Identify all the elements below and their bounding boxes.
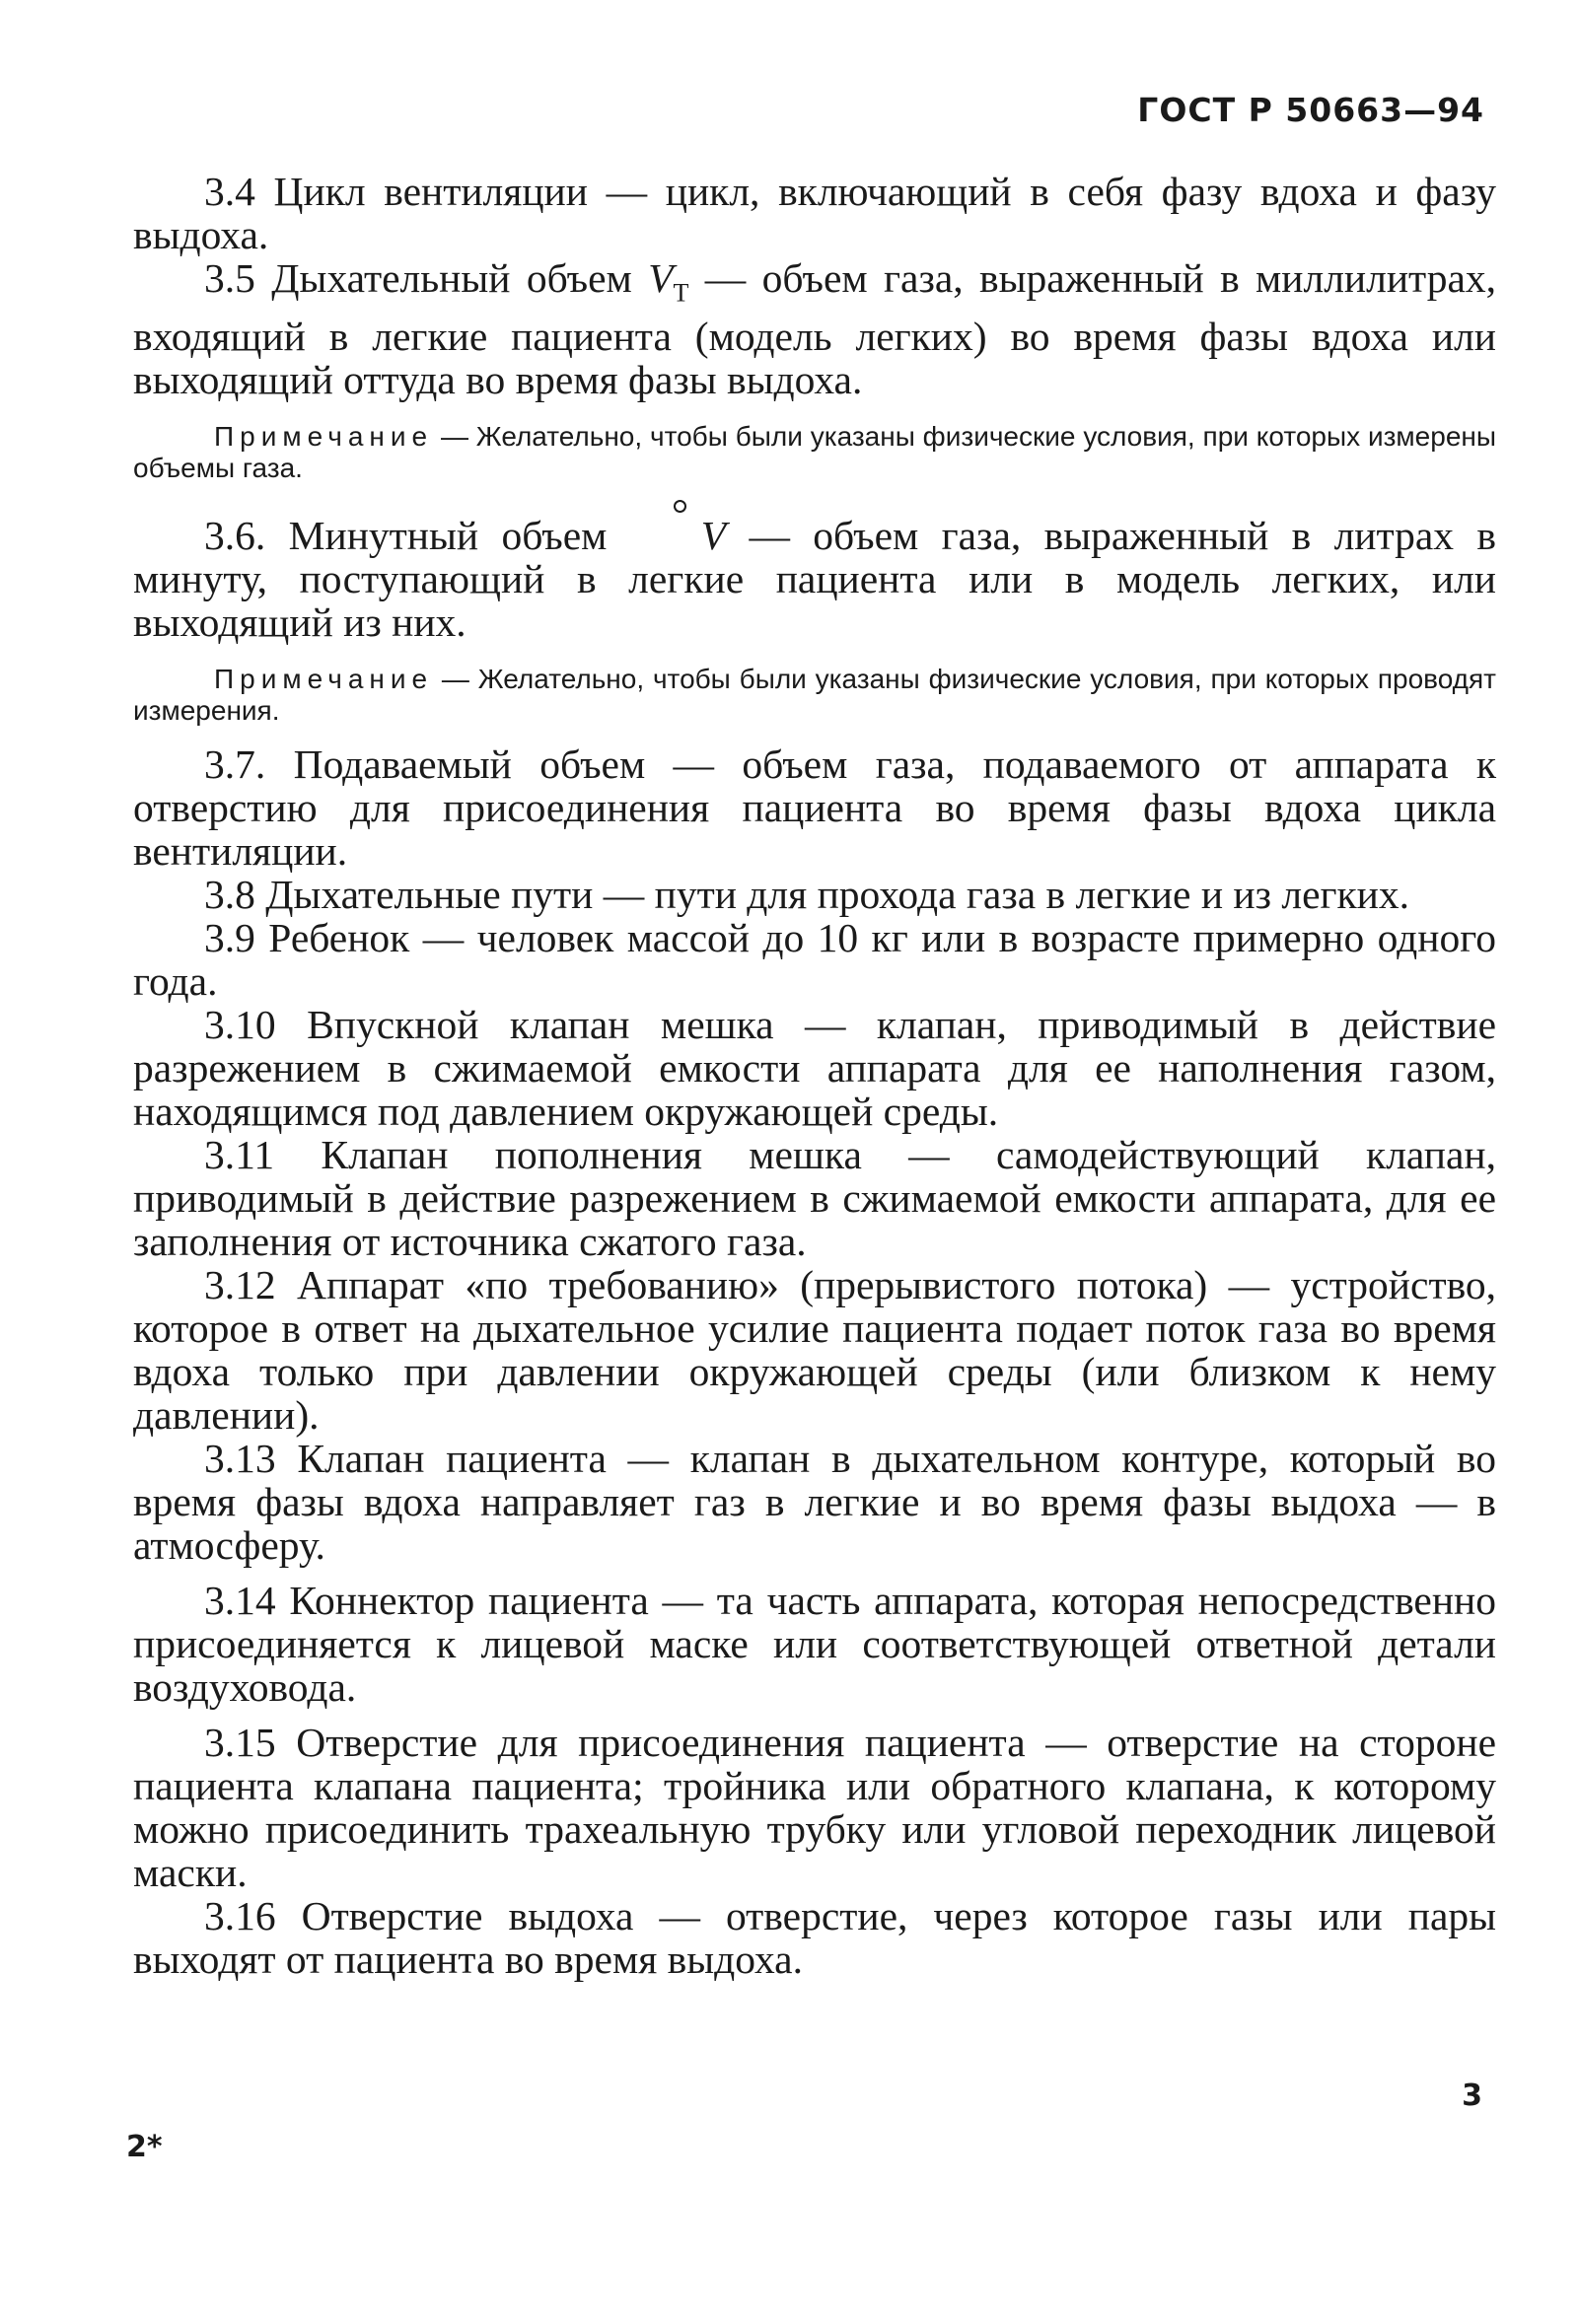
note-label: Примечание — [214, 421, 434, 453]
clause-number: 3.8 — [204, 872, 255, 918]
note-label: Примечание — [214, 664, 434, 695]
clause-number: 3.13 — [204, 1436, 276, 1482]
clause-number: 3.4 — [204, 169, 255, 214]
clause-3-15 — [133, 1721, 1496, 1894]
note-text: — Желательно, чтобы были указаны физические условия, при которых проводят измерения. — [133, 664, 1496, 727]
clause-3-13 — [133, 1437, 1496, 1567]
clause-number: 3.14 — [204, 1578, 276, 1624]
document-body — [133, 170, 1496, 1981]
tidal-volume-symbol: V — [648, 255, 674, 301]
clause-3-12 — [133, 1263, 1496, 1437]
clause-number: 3.16 — [204, 1893, 276, 1939]
minute-volume-symbol: V — [630, 514, 726, 557]
signature-mark: 2* — [126, 2130, 163, 2164]
clause-text-post: — объем газа, выраженный в миллилитрах, входящий в легкие пациента (модель легких) во время фазы вдоха или выходящий оттуда во время фазы выдоха. — [133, 255, 1496, 403]
clause-text: Подаваемый объем — объем газа, подаваемого от аппарата к отверстию для присоединения пациента во время фазы вдоха цикла вентиляции. — [133, 741, 1496, 875]
clause-text-pre: Минутный объем — [288, 513, 630, 559]
clause-3-8 — [133, 873, 1496, 916]
clause-3-6 — [133, 514, 1496, 644]
clause-text: Отверстие выдоха — отверстие, через которое газы или пары выходят от пациента во время выдоха. — [133, 1893, 1497, 1983]
clause-number: 3.15 — [204, 1720, 276, 1766]
clause-number: 3.12 — [204, 1262, 276, 1308]
clause-3-7 — [133, 742, 1496, 873]
clause-text: Коннектор пациента — та часть аппарата, которая непосредственно присоединяется к лицевой маске или соответствующей ответной детали воздуховода. — [133, 1578, 1497, 1711]
clause-text: Впускной клапан мешка — клапан, приводимый в действие разрежением в сжимаемой емкости аппарата для ее наполнения газом, находящимся под давлением окружающей среды. — [133, 1002, 1497, 1135]
clause-3-5 — [133, 256, 1496, 401]
clause-3-4 — [133, 170, 1496, 256]
clause-3-16 — [133, 1894, 1496, 1981]
clause-number: 3.10 — [204, 1002, 276, 1048]
clause-number: 3.9 — [204, 915, 255, 961]
clause-text-pre: Дыхательный объем — [271, 255, 649, 301]
clause-number: 3.6. — [204, 513, 266, 559]
clause-text: Отверстие для присоединения пациента — отверстие на стороне пациента клапана пациента; тройника или обратного клапана, к которому можно присоединить трахеальную трубку или угловой переходник лицевой маски. — [133, 1720, 1497, 1896]
clause-text: Клапан пациента — клапан в дыхательном контуре, который во время фазы вдоха направляет газ в легкие и во время фазы выдоха — в атмосферу. — [133, 1436, 1496, 1569]
clause-text: Цикл вентиляции — цикл, включающий в себя фазу вдоха и фазу выдоха. — [133, 169, 1497, 257]
note-text: — Желательно, чтобы были указаны физические условия, при которых измерены объемы газа. — [133, 421, 1496, 484]
clause-number: 3.7. — [204, 741, 266, 788]
standard-header: ГОСТ Р 50663—94 — [1137, 91, 1484, 129]
clause-number: 3.11 — [204, 1132, 275, 1178]
clause-3-9 — [133, 916, 1496, 1003]
note-2 — [133, 664, 1496, 727]
clause-3-14 — [133, 1579, 1496, 1709]
page-number: 3 — [1462, 2078, 1482, 2113]
clause-number: 3.5 — [204, 255, 255, 301]
clause-text: Аппарат «по требованию» (прерывистого потока) — устройство, которое в ответ на дыхательное усилие пациента подает поток газа во время вдоха только при давлении окружающей среды (или близком к нему давлении). — [133, 1262, 1497, 1439]
clause-text: Ребенок — человек массой до 10 кг или в возрасте примерно одного года. — [133, 915, 1496, 1005]
clause-text: Дыхательные пути — пути для прохода газа в легкие и из легких. — [265, 872, 1410, 918]
note-1 — [133, 421, 1496, 484]
tidal-volume-subscript: T — [673, 278, 689, 308]
clause-text-post: — объем газа, выраженный в литрах в минуту, поступающий в легкие пациента или в модель легких, или выходящий из них. — [133, 513, 1496, 646]
clause-3-10 — [133, 1003, 1496, 1133]
clause-3-11 — [133, 1133, 1496, 1263]
clause-text: Клапан пополнения мешка — самодействующий клапан, приводимый в действие разрежением в сжимаемой емкости аппарата, для ее заполнения от источника сжатого газа. — [133, 1132, 1496, 1265]
